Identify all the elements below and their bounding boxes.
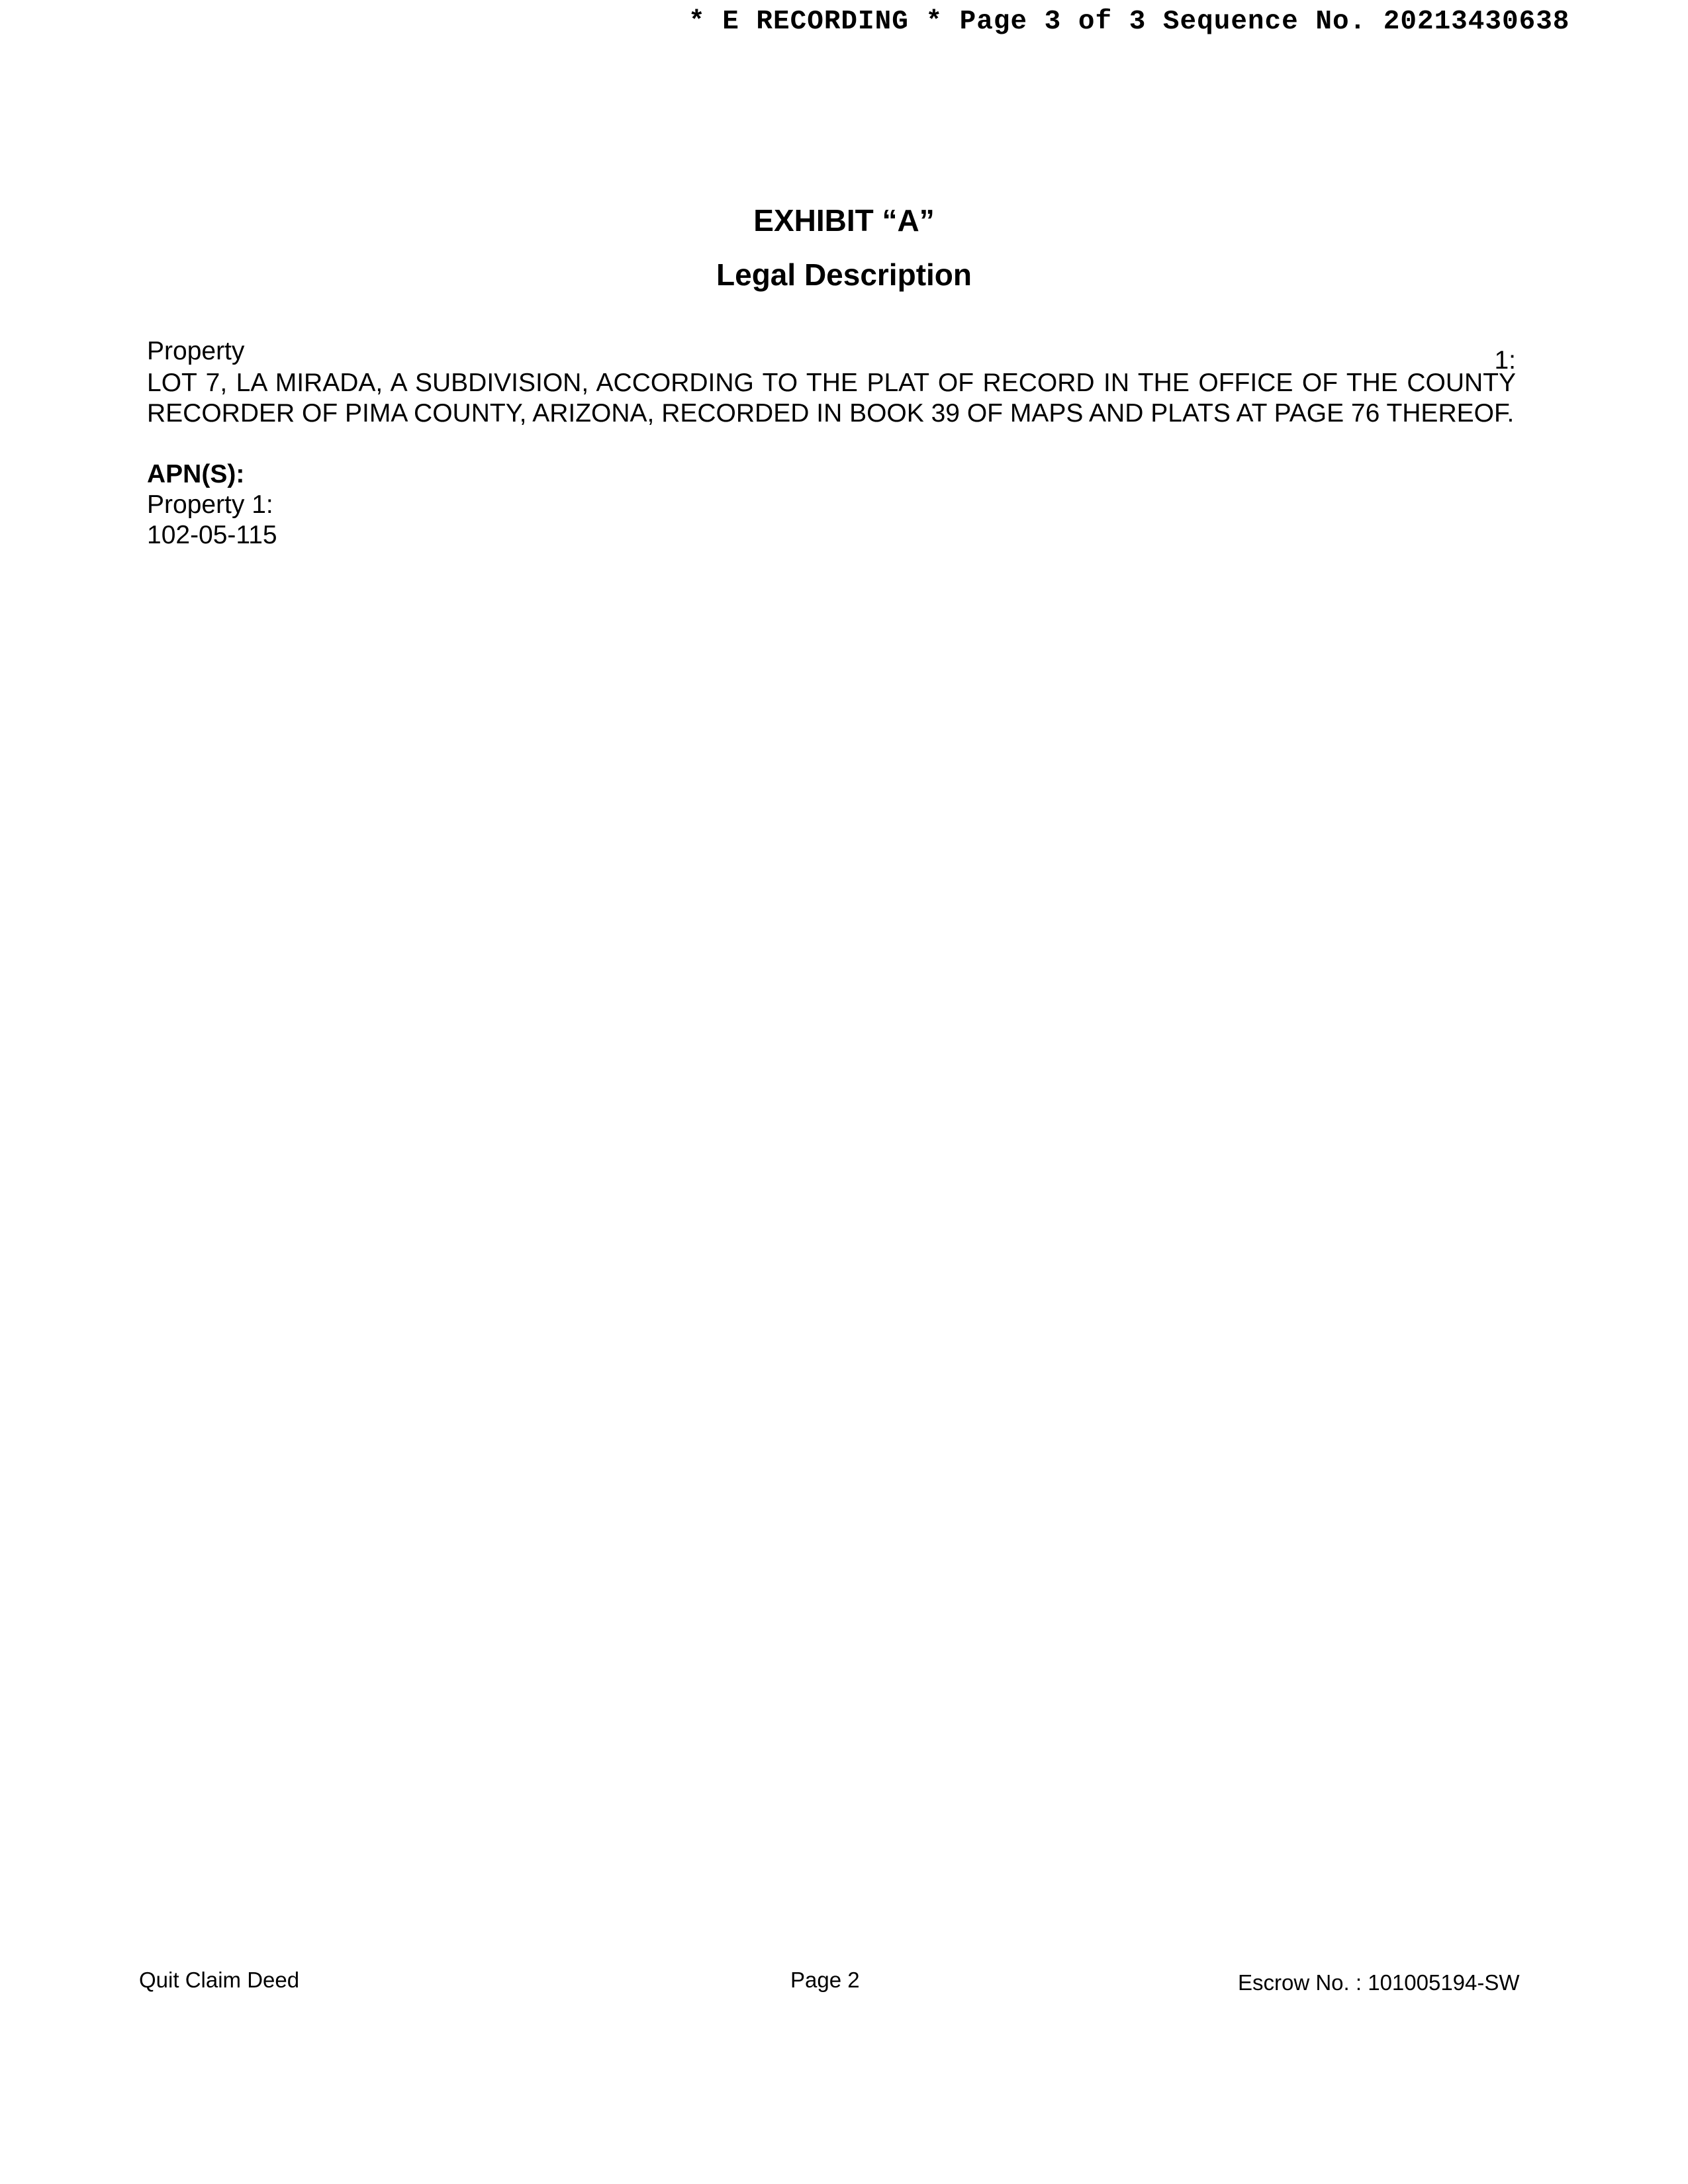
- apn-number: 102-05-115: [147, 521, 277, 549]
- footer-page-number: Page 2: [790, 1968, 860, 1992]
- property-number: 1:: [1494, 346, 1516, 375]
- apn-section: [147, 459, 1516, 551]
- exhibit-subtitle: Legal Description: [716, 257, 972, 292]
- footer-escrow-number: Escrow No. : 101005194-SW: [1238, 1970, 1520, 1995]
- legal-description-text: LOT 7, LA MIRADA, A SUBDIVISION, ACCORDING TO THE PLAT OF RECORD IN THE OFFICE OF THE COUNTY RECORDER OF PIMA COUNTY, ARIZONA, RECORDED IN BOOK 39 OF MAPS AND PLATS AT PAGE 76 THEREOF.: [147, 369, 1516, 428]
- property-label: Property: [147, 337, 245, 365]
- legal-description-section: [147, 336, 1516, 551]
- footer-document-type: Quit Claim Deed: [139, 1968, 300, 1992]
- exhibit-title: EXHIBIT “A”: [753, 203, 935, 238]
- property-label-row: [147, 336, 1516, 375]
- exhibit-heading: [0, 202, 1688, 293]
- apn-heading: APN(S):: [147, 460, 245, 488]
- apn-property-label: Property 1:: [147, 490, 273, 519]
- recording-stamp: * E RECORDING * Page 3 of 3 Sequence No. 20213430638: [688, 7, 1570, 37]
